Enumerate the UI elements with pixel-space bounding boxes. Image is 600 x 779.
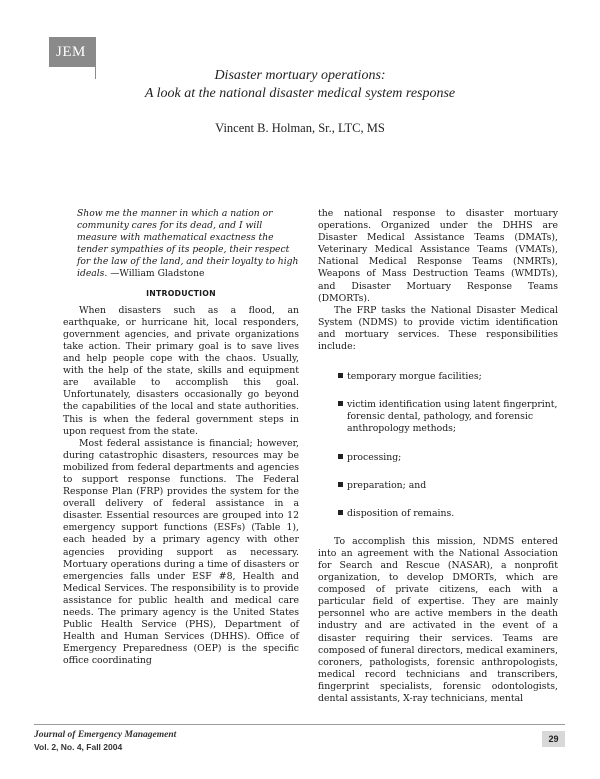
bullet-icon xyxy=(338,401,343,406)
list-item xyxy=(338,399,558,435)
section-heading: INTRODUCTION xyxy=(146,288,216,298)
bullet-icon xyxy=(338,482,343,487)
list-item xyxy=(338,508,558,520)
intro-paragraph-2: Most federal assistance is financial; however, during catastrophic disasters, resources may be mobilized from federal departments and agencies to support response functions. The Federal Response Plan (FRP) provides the system for the overall delivery of federal assistance in a disaster. Essential resources are grouped into 12 emergency support functions (ESFs) (Table 1), each headed by a primary agency with other agencies providing support as necessary. Mortuary operations during a time of disasters or emergencies falls under ESF #8, Health and Medical Services. The responsibility is to provide assistance for public health and medical care needs. The primary agency is the United States Public Health Service (PHS), Department of Health and Human Services (DHHS). Office of Emergency Preparedness (OEP) is the specific office coordinating xyxy=(63,437,299,667)
footer-divider xyxy=(34,724,565,725)
list-item-text: disposition of remains. xyxy=(347,507,455,519)
bullet-icon xyxy=(338,510,343,515)
page-number: 29 xyxy=(542,731,565,747)
bullet-icon xyxy=(338,373,343,378)
right-column xyxy=(318,208,558,705)
right-paragraph-1: the national response to disaster mortuary operations. Organized under the DHHS are Disaster Medical Assistance Teams (DMATs), Veterinary Medical Assistance Teams (VMATs), National Medical Response Teams (NMRTs), Weapons of Mass Destruction Teams (WMDTs), and Disaster Mortuary Response Teams (DMORTs). xyxy=(318,208,558,304)
right-paragraph-3: To accomplish this mission, NDMS entered into an agreement with the National Association for Search and Rescue (NASAR), a nonprofit organization, to develop DMORTs, which are composed of private citizens, each with a particular field of expertise. They are mainly personnel who are active members in the death industry and are activated in the event of a disaster requiring their services. Teams are composed of funeral directors, medical examiners, coroners, pathologists, forensic anthropologists, medical record technicians and transcribers, fingerprint specialists, forensic odontologists, dental assistants, X-ray technicians, mental xyxy=(318,535,558,704)
epigraph-attribution: —William Gladstone xyxy=(110,268,205,280)
logo-text: JEM xyxy=(56,44,86,60)
list-item-text: victim identification using latent fingerprint, forensic dental, pathology, and forensic anthropology methods; xyxy=(347,399,558,435)
left-column xyxy=(63,208,299,667)
list-item-text: temporary morgue facilities; xyxy=(347,371,482,383)
bullet-icon xyxy=(338,454,343,459)
article-title-line2: A look at the national disaster medical system response xyxy=(144,86,456,101)
list-item-text: processing; xyxy=(347,451,402,463)
list-item xyxy=(338,452,558,464)
epigraph xyxy=(77,208,299,281)
intro-paragraph-1: When disasters such as a flood, an earthquake, or hurricane hit, local responders, government agencies, and private organizations take action. Their primary goal is to save lives and help people cope with the chaos. Usually, with the help of the state, skills and equipment are available to accomplish this goal. Unfortunately, disasters occasionally go beyond the capabilities of the local and state authorities. This is when the federal government steps in upon request from the state. xyxy=(63,304,299,437)
footer-volume: Vol. 2, No. 4, Fall 2004 xyxy=(34,742,123,752)
article-title-line1: Disaster mortuary operations: xyxy=(214,68,386,83)
list-item-text: preparation; and xyxy=(347,479,427,491)
responsibilities-list xyxy=(338,371,558,520)
footer-journal-name: Journal of Emergency Management xyxy=(34,730,177,740)
list-item xyxy=(338,480,558,492)
epigraph-text: Show me the manner in which a nation or community cares for its dead, and I will measure with mathematical exactness the tender sympathies of its people, their respect for the law of the land, and their loyalty to high ideals. xyxy=(77,208,299,280)
journal-logo xyxy=(49,37,95,67)
right-paragraph-2: The FRP tasks the National Disaster Medical System (NDMS) to provide victim identification and mortuary services. These responsibilities include: xyxy=(318,304,558,353)
list-item xyxy=(338,371,558,383)
author-line: Vincent B. Holman, Sr., LTC, MS xyxy=(215,121,385,135)
